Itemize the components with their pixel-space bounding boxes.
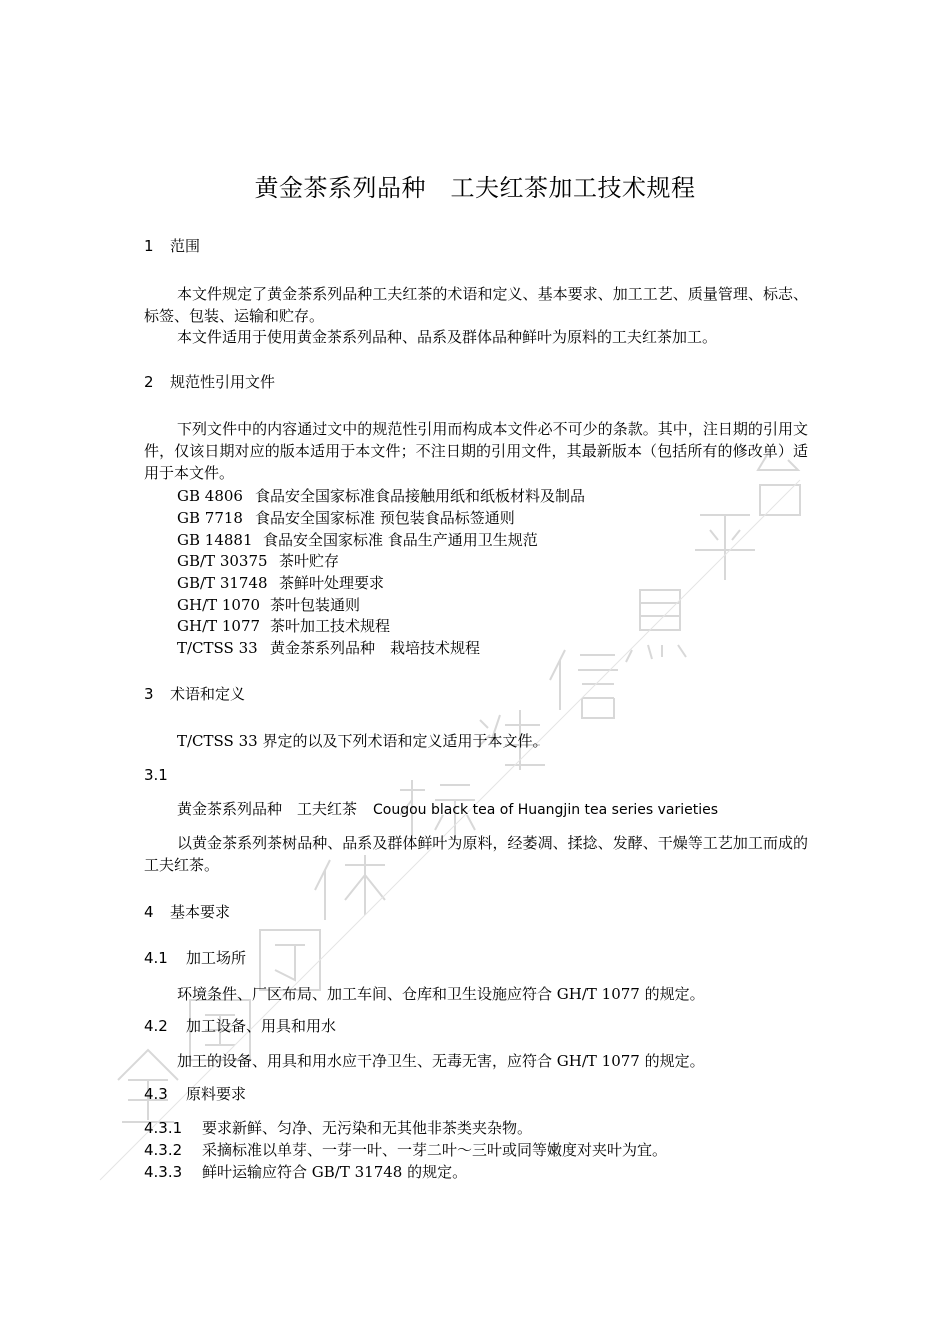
reference-title: 茶叶贮存 (279, 552, 340, 570)
reference-title: 黄金茶系列品种 栽培技术规程 (270, 639, 481, 657)
term-english: Cougou black tea of Huangjin tea series varieties (373, 802, 718, 818)
reference-item (177, 530, 538, 550)
paragraph: 加工的设备、用具和用水应干净卫生、无毒无害，应符合 GH/T 1077 的规定。 (177, 1052, 705, 1070)
section-4-heading (144, 902, 230, 922)
clause-text: 鲜叶运输应符合 GB/T 31748 的规定。 (202, 1163, 468, 1181)
paragraph: 下列文件中的内容通过文中的规范性引用而构成本文件必不可少的条款。其中，注日期的引用文件，仅该日期对应的版本适用于本文件；不注日期的引用文件，其最新版本（包括所有的修改单）适用于本文件。 (144, 420, 808, 482)
reference-item (177, 573, 384, 593)
term-number: 3.1 (144, 766, 168, 784)
section-number: 2 (144, 373, 154, 391)
reference-item (177, 508, 515, 528)
document-title: 黄金茶系列品种 工夫红茶加工技术规程 (254, 174, 696, 202)
clause-item (144, 1140, 667, 1161)
reference-title: 食品安全国家标准 食品生产通用卫生规范 (263, 531, 538, 549)
reference-code: GB 14881 (177, 531, 253, 549)
reference-code: T/CTSS 33 (177, 639, 258, 657)
reference-title: 食品安全国家标准 预包装食品标签通则 (255, 509, 515, 527)
clause-text: 采摘标准以单芽、一芽一叶、一芽二叶～三叶或同等嫩度对夹叶为宜。 (202, 1141, 668, 1159)
section-title: 规范性引用文件 (170, 373, 276, 391)
reference-item (177, 486, 585, 506)
paragraph: T/CTSS 33 界定的以及下列术语和定义适用于本文件。 (177, 732, 548, 750)
reference-code: GB 4806 (177, 487, 243, 505)
section-number: 3 (144, 685, 154, 703)
section-1-heading (144, 236, 200, 256)
section-title: 基本要求 (170, 903, 231, 921)
reference-title: 茶叶加工技术规程 (270, 617, 391, 635)
subsection-number: 4.2 (144, 1017, 168, 1035)
paragraph: 本文件适用于使用黄金茶系列品种、品系及群体品种鲜叶为原料的工夫红茶加工。 (177, 328, 718, 346)
subsection-number: 4.3 (144, 1085, 168, 1103)
clause-text: 要求新鲜、匀净、无污染和无其他非茶类夹杂物。 (202, 1119, 533, 1137)
subsection-title: 加工场所 (186, 949, 247, 967)
section-2-heading (144, 372, 275, 392)
reference-code: GB/T 31748 (177, 574, 268, 592)
section-number: 1 (144, 237, 154, 255)
subsection-4-2-heading (144, 1016, 336, 1036)
reference-title: 食品安全国家标准食品接触用纸和纸板材料及制品 (255, 487, 586, 505)
subsection-number: 4.1 (144, 949, 168, 967)
section-title: 范围 (170, 237, 201, 255)
clause-number: 4.3.3 (144, 1163, 183, 1181)
section-3-heading (144, 684, 245, 704)
reference-item (177, 595, 360, 615)
section-title: 术语和定义 (170, 685, 246, 703)
clause-number: 4.3.2 (144, 1141, 183, 1159)
clause-number: 4.3.1 (144, 1119, 183, 1137)
reference-item (177, 616, 390, 636)
clause-item (144, 1118, 532, 1139)
reference-code: GB/T 30375 (177, 552, 268, 570)
subsection-title: 原料要求 (186, 1085, 247, 1103)
subsection-title: 加工设备、用具和用水 (186, 1017, 337, 1035)
reference-code: GH/T 1077 (177, 617, 261, 635)
clause-item (144, 1162, 467, 1183)
term-entry (177, 799, 718, 820)
section-number: 4 (144, 903, 154, 921)
subsection-4-1-heading (144, 948, 246, 968)
term-chinese: 黄金茶系列品种 工夫红茶 (177, 800, 358, 818)
term-definition: 以黄金茶系列茶树品种、品系及群体鲜叶为原料，经萎凋、揉捻、发酵、干燥等工艺加工而成的工夫红茶。 (144, 834, 808, 874)
reference-code: GH/T 1070 (177, 596, 261, 614)
subsection-4-3-heading (144, 1084, 246, 1104)
reference-title: 茶叶包装通则 (270, 596, 361, 614)
reference-item (177, 638, 480, 658)
reference-title: 茶鲜叶处理要求 (279, 574, 385, 592)
reference-code: GB 7718 (177, 509, 243, 527)
paragraph: 环境条件、厂区布局、加工车间、仓库和卫生设施应符合 GH/T 1077 的规定。 (177, 985, 705, 1003)
paragraph: 本文件规定了黄金茶系列品种工夫红茶的术语和定义、基本要求、加工工艺、质量管理、标志、标签、包装、运输和贮存。 (144, 285, 808, 325)
reference-item (177, 551, 339, 571)
